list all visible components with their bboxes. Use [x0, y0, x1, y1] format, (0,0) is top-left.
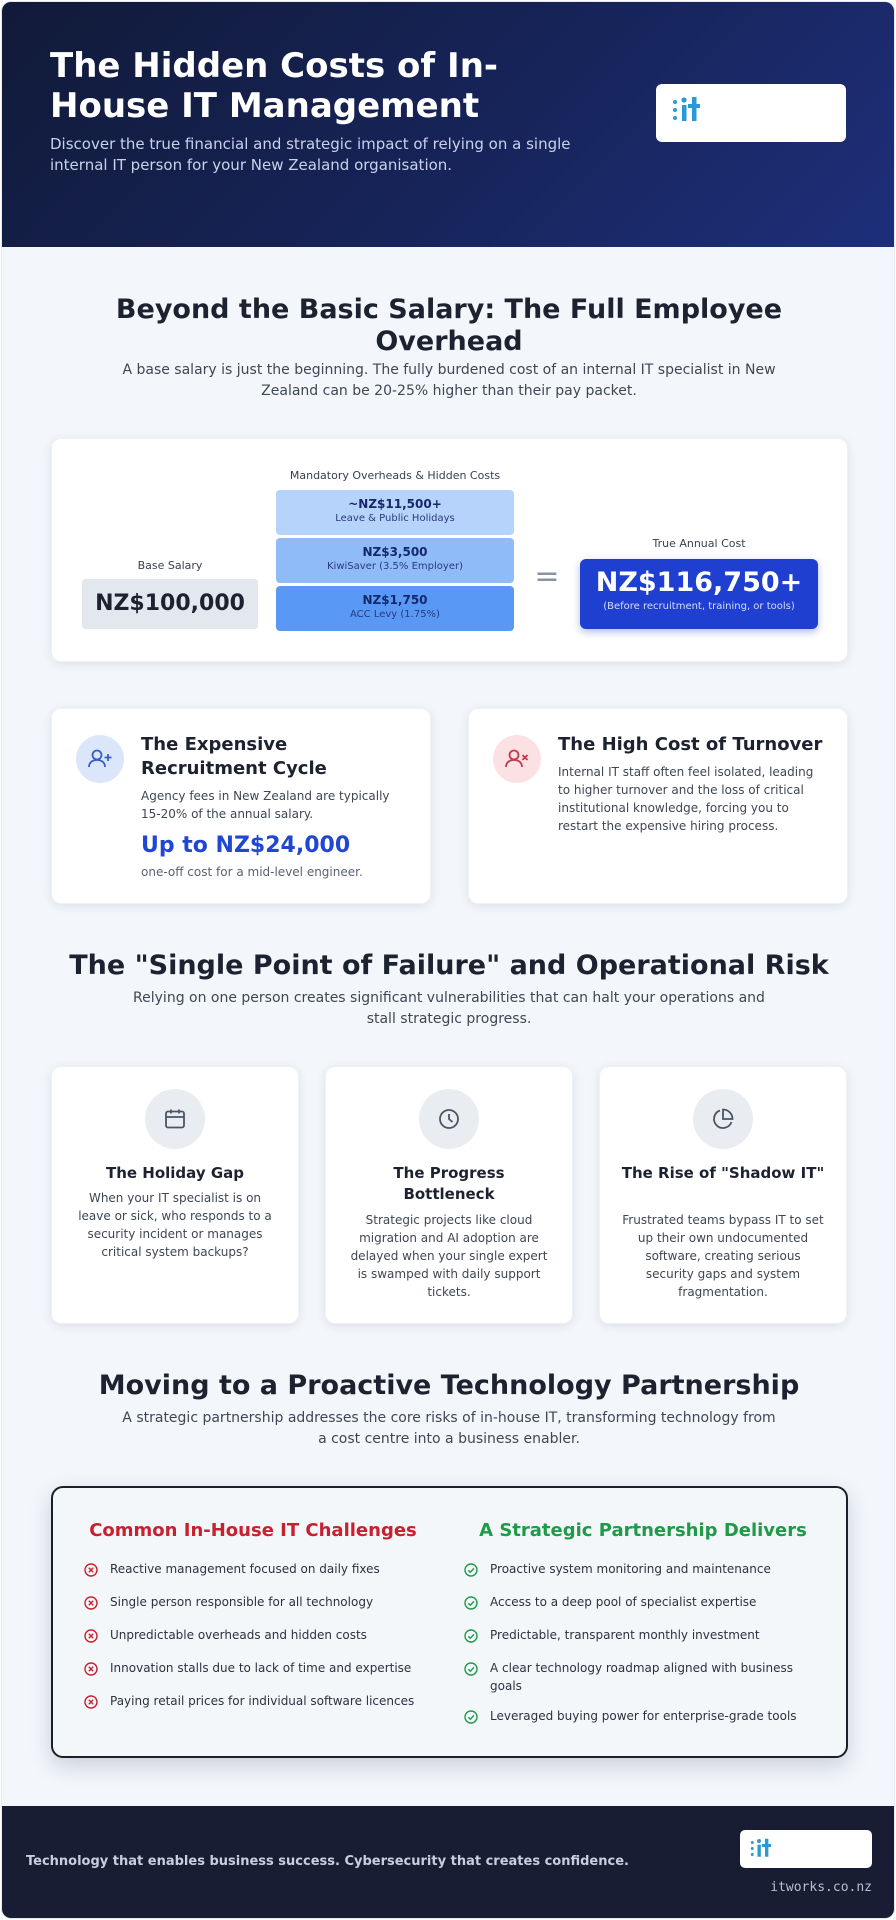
challenge-text: Single person responsible for all technology [110, 1595, 374, 1609]
risk-card-text: Strategic projects like cloud migration and AI adoption are delayed when your single expert is swamped with daily support tickets. [350, 1213, 548, 1299]
challenge-text: Reactive management focused on daily fixes [110, 1562, 380, 1576]
check-circle-icon [464, 1563, 478, 1582]
page-subtitle: Discover the true financial and strategic impact of relying on a single internal IT person for your New Zealand organisation. [50, 135, 571, 174]
footer [2, 1806, 895, 1919]
cost-breakdown-card [51, 438, 848, 662]
recruitment-text: Agency fees in New Zealand are typically 15-20% of the annual salary. [141, 789, 390, 821]
company-logo[interactable] [656, 84, 846, 142]
overhead-acc-levy [276, 586, 514, 631]
holiday-gap-card [51, 1066, 299, 1324]
hero-header [2, 2, 895, 247]
benefit-text: Access to a deep pool of specialist expertise [490, 1595, 757, 1609]
x-circle-icon [84, 1662, 98, 1681]
total-cost-label: True Annual Cost [652, 537, 746, 550]
overhead-desc: KiwiSaver (3.5% Employer) [326, 561, 463, 572]
footer-url[interactable]: itworks.co.nz [770, 1880, 872, 1895]
overhead-desc: ACC Levy (1.75%) [350, 609, 440, 620]
risk-card-title: The Holiday Gap [105, 1164, 245, 1182]
total-cost-box [580, 559, 818, 629]
recruitment-card [51, 708, 431, 904]
recruitment-note: one-off cost for a mid-level engineer. [141, 865, 363, 879]
check-circle-icon [464, 1629, 478, 1648]
overhead-desc: Leave & Public Holidays [335, 513, 455, 524]
x-circle-icon [84, 1563, 98, 1582]
page-title: The Hidden Costs of In-House IT Management [50, 46, 499, 126]
clock-icon [419, 1089, 479, 1149]
benefit-text: Leveraged buying power for enterprise-grade tools [490, 1709, 797, 1723]
pie-chart-icon [693, 1089, 753, 1149]
risk-card-title: The Progress Bottleneck [393, 1164, 505, 1203]
partnership-title: Moving to a Proactive Technology Partnership [98, 1370, 800, 1401]
check-circle-icon [464, 1596, 478, 1615]
itworks-logo-icon [672, 92, 712, 132]
overhead-value: NZ$3,500 [362, 545, 428, 559]
x-circle-icon [84, 1596, 98, 1615]
risk-title: The "Single Point of Failure" and Operational Risk [69, 950, 829, 981]
risk-card-text: When your IT specialist is on leave or sick, who responds to a security incident or manages critical system backups? [78, 1191, 272, 1259]
check-circle-icon [464, 1662, 478, 1681]
progress-bottleneck-card [325, 1066, 573, 1324]
benefit-text: A clear technology roadmap aligned with business goals [490, 1661, 793, 1693]
equals-sign: = [534, 559, 560, 594]
shadow-it-card [599, 1066, 847, 1324]
total-cost-value: NZ$116,750+ [595, 567, 803, 598]
risk-card-text: Frustrated teams bypass IT to set up their own undocumented software, creating serious security gaps and system fragmentation. [622, 1213, 824, 1299]
challenge-text: Innovation stalls due to lack of time and expertise [110, 1661, 412, 1675]
total-cost-note: (Before recruitment, training, or tools) [603, 601, 795, 612]
challenge-text: Unpredictable overheads and hidden costs [110, 1628, 367, 1642]
x-circle-icon [84, 1629, 98, 1648]
footer-tagline: Technology that enables business success. Cybersecurity that creates confidence. [26, 1854, 629, 1869]
risk-card-title: The Rise of "Shadow IT" [621, 1164, 825, 1182]
benefits-title: A Strategic Partnership Delivers [479, 1520, 807, 1541]
recruitment-amount: Up to NZ$24,000 [141, 833, 351, 858]
overhead-value: ~NZ$11,500+ [348, 497, 442, 511]
overhead-value: NZ$1,750 [362, 593, 428, 607]
risk-subtitle: Relying on one person creates significant vulnerabilities that can halt your operations and stall strategic progress. [133, 990, 765, 1027]
overhead-leave [276, 490, 514, 535]
calendar-icon [145, 1089, 205, 1149]
x-circle-icon [84, 1695, 98, 1714]
overhead-kiwisaver [276, 538, 514, 583]
challenges-title: Common In-House IT Challenges [89, 1520, 417, 1541]
user-plus-icon [76, 735, 124, 783]
turnover-card [468, 708, 848, 904]
base-salary-label: Base Salary [137, 559, 203, 572]
challenge-text: Paying retail prices for individual software licences [110, 1694, 415, 1708]
overhead-subtitle: A base salary is just the beginning. The fully burdened cost of an internal IT specialist in New Zealand can be 20-25% higher than their pay packet. [122, 362, 776, 399]
comparison-box [51, 1486, 848, 1758]
check-circle-icon [464, 1710, 478, 1729]
overhead-title: Beyond the Basic Salary: The Full Employee Overhead [115, 294, 783, 357]
base-salary-value: NZ$100,000 [82, 579, 258, 629]
turnover-title: The High Cost of Turnover [558, 734, 823, 755]
recruitment-title: The Expensive Recruitment Cycle [141, 734, 327, 779]
benefit-text: Predictable, transparent monthly investment [490, 1628, 760, 1642]
footer-logo[interactable] [740, 1830, 872, 1868]
partnership-subtitle: A strategic partnership addresses the core risks of in-house IT, transforming technology from a cost centre into a business enabler. [122, 1410, 776, 1447]
benefit-text: Proactive system monitoring and maintenance [490, 1562, 771, 1576]
turnover-text: Internal IT staff often feel isolated, leading to higher turnover and the loss of critical institutional knowledge, forcing you to restart the expensive hiring process. [558, 765, 814, 833]
infographic-page [1, 1, 895, 1919]
user-x-icon [493, 735, 541, 783]
overheads-label: Mandatory Overheads & Hidden Costs [289, 469, 501, 482]
itworks-logo-icon [750, 1835, 780, 1865]
